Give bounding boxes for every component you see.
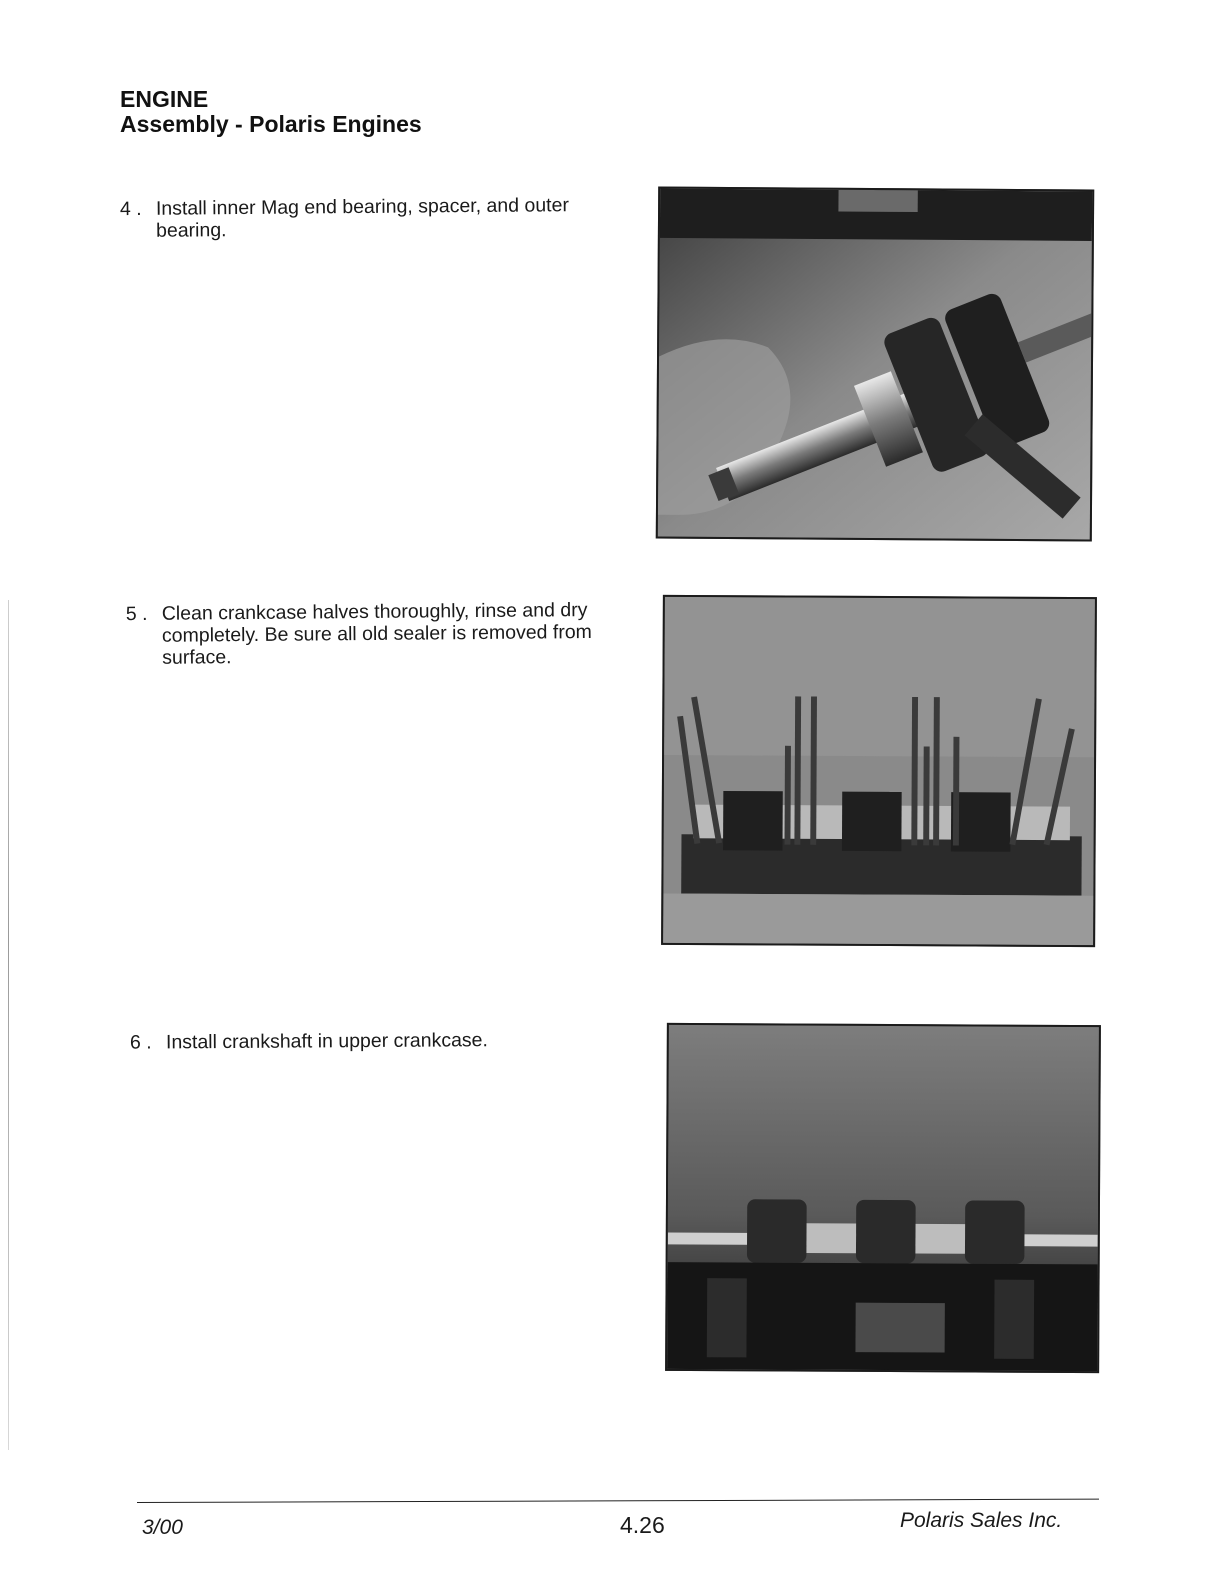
subsection-title: Assembly - Polaris Engines — [120, 111, 422, 137]
step-text: Install inner Mag end bearing, spacer, and outer bearing. — [155, 194, 569, 242]
company-name: Polaris Sales Inc. — [900, 1509, 1063, 1532]
page-number: 4.26 — [620, 1512, 665, 1538]
revision-date: 3/00 — [142, 1516, 183, 1539]
step-number: 4 . — [119, 197, 142, 221]
step-text: Clean crankcase halves thoroughly, rinse and dry completely. Be sure all old sealer is removed from surface. — [161, 599, 592, 669]
step-item — [120, 194, 600, 248]
step-text: Install crankshaft in upper crankcase. — [165, 1029, 488, 1054]
step-item — [126, 599, 607, 673]
crankcase-half-with-studs-photo — [661, 595, 1097, 947]
crankshaft-with-bearings-photo — [656, 186, 1094, 541]
step-item — [130, 1028, 610, 1057]
footer-divider — [137, 1499, 1099, 1503]
section-title: ENGINE — [120, 86, 209, 112]
scan-margin-line — [8, 600, 9, 1450]
crankshaft-in-upper-crankcase-photo — [665, 1023, 1101, 1373]
step-number: 5 . — [125, 602, 148, 626]
step-number: 6 . — [129, 1031, 152, 1054]
